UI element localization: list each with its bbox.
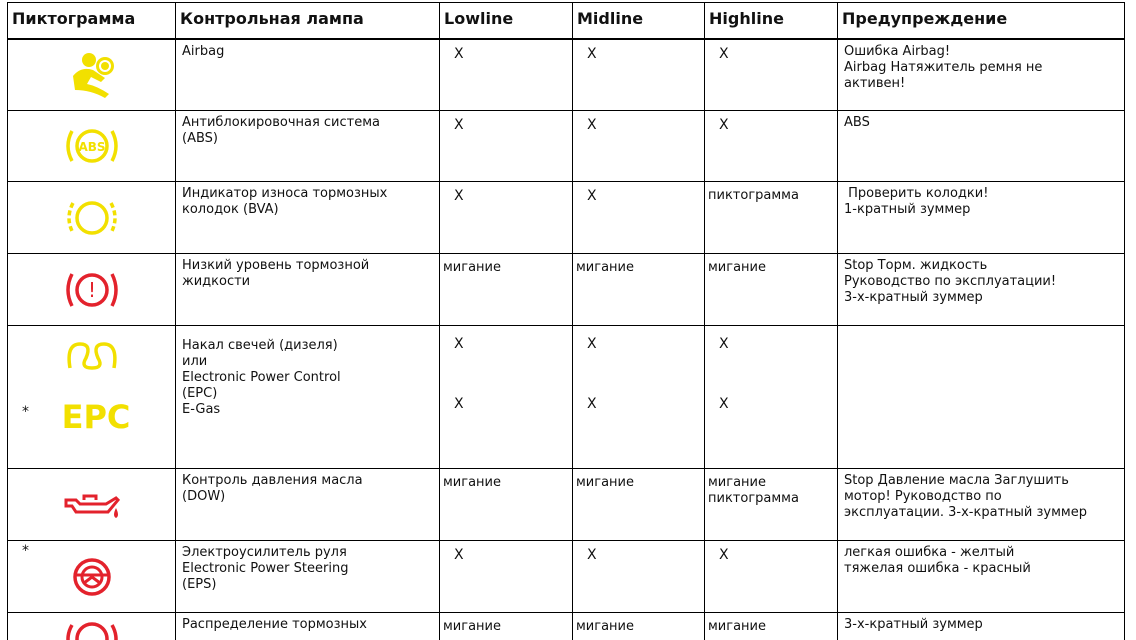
table-row <box>8 254 1125 326</box>
lamp-name: (EPS) <box>182 577 217 592</box>
pictogram-cell <box>8 326 176 469</box>
lamp-name: Контроль давления масла <box>182 473 363 488</box>
table-row <box>8 541 1125 613</box>
brake-fluid-icon-mark: ! <box>87 277 96 302</box>
midline-cell: мигание <box>573 254 705 326</box>
highline-cell: X <box>705 39 838 111</box>
warning-cell <box>838 111 1125 182</box>
midline-cell <box>573 326 705 469</box>
lamp-cell <box>176 254 440 326</box>
warning-cell <box>838 541 1125 613</box>
table-row <box>8 613 1125 640</box>
lamp-name: Накал свечей (дизеля) <box>182 338 338 353</box>
midline-value: X <box>587 336 597 352</box>
warning-cell <box>838 182 1125 254</box>
asterisk-mark: * <box>22 543 29 559</box>
warning-text: эксплуатации. 3-х-кратный зуммер <box>844 505 1087 520</box>
lamp-name: (EPC) <box>182 386 218 401</box>
midline-cell: X <box>573 111 705 182</box>
warning-text: тяжелая ошибка - красный <box>844 561 1031 576</box>
lamp-cell <box>176 326 440 469</box>
warning-text: 3-х-кратный зуммер <box>844 617 983 632</box>
highline-cell <box>705 326 838 469</box>
pictogram-cell <box>8 254 176 326</box>
highline-cell <box>705 469 838 541</box>
warning-text: активен! <box>844 75 906 91</box>
lowline-cell: X <box>440 111 573 182</box>
warning-text: Ошибка Airbag! <box>844 43 951 59</box>
lowline-cell: X <box>440 39 573 111</box>
warning-cell <box>838 326 1125 469</box>
pictogram-cell <box>8 613 176 640</box>
lamp-name: E-Gas <box>182 402 221 417</box>
lowline-cell: мигание <box>440 613 573 640</box>
lowline-value: X <box>454 336 464 352</box>
warning-text: ABS <box>844 115 870 130</box>
midline-cell: мигание <box>573 469 705 541</box>
pictogram-cell <box>8 541 176 613</box>
lamp-name: жидкости <box>182 274 251 289</box>
lowline-cell: X <box>440 182 573 254</box>
warning-text: Проверить колодки! <box>844 186 989 201</box>
warning-text: Stop Давление масла Заглушить <box>844 473 1069 488</box>
pictogram-cell <box>8 182 176 254</box>
table-header-row <box>8 3 1125 39</box>
highline-cell: X <box>705 541 838 613</box>
header-pictogram: Пиктограмма <box>8 3 176 39</box>
header-midline: Midline <box>573 3 705 39</box>
brake-distribution-icon <box>60 613 124 640</box>
lamp-cell <box>176 469 440 541</box>
table-row <box>8 111 1125 182</box>
lamp-name: колодок (BVA) <box>182 202 279 217</box>
lamp-name: Распределение тормозных <box>182 617 367 632</box>
table-row <box>8 326 1125 469</box>
abs-icon-label: ABS <box>77 140 106 154</box>
header-warning: Предупреждение <box>838 3 1125 39</box>
brake-pad-wear-icon <box>60 195 124 241</box>
midline-value: X <box>587 396 597 412</box>
warning-text: мотор! Руководство по <box>844 489 1002 504</box>
lowline-cell: мигание <box>440 254 573 326</box>
warning-text: Руководство по эксплуатации! <box>844 274 1057 289</box>
table-row <box>8 182 1125 254</box>
header-highline: Highline <box>705 3 838 39</box>
highline-value: X <box>719 396 729 412</box>
pictogram-cell <box>8 39 176 111</box>
pictogram-cell <box>8 111 176 182</box>
header-lowline: Lowline <box>440 3 573 39</box>
warning-text: Airbag Натяжитель ремня не <box>844 59 1043 75</box>
lowline-value: X <box>454 396 464 412</box>
lamp-cell <box>176 613 440 640</box>
table-row <box>8 39 1125 111</box>
warning-text: 3-х-кратный зуммер <box>844 290 983 305</box>
brake-fluid-warning-icon <box>60 266 124 314</box>
highline-cell: X <box>705 111 838 182</box>
midline-cell: X <box>573 182 705 254</box>
asterisk-mark: * <box>22 404 29 420</box>
oil-pressure-icon <box>62 488 122 522</box>
lamp-name: (ABS) <box>182 131 218 146</box>
lamp-cell <box>176 541 440 613</box>
glow-plug-icon <box>64 338 120 374</box>
highline-value: мигание <box>708 475 766 490</box>
power-steering-icon <box>70 555 114 599</box>
epc-icon <box>52 392 132 436</box>
midline-cell: X <box>573 541 705 613</box>
airbag-icon <box>67 50 117 100</box>
lamp-name: Electronic Power Control <box>182 370 341 385</box>
warning-cell <box>838 254 1125 326</box>
midline-cell: мигание <box>573 613 705 640</box>
lowline-cell <box>440 326 573 469</box>
warning-text: 1-кратный зуммер <box>844 202 971 217</box>
lamp-name: (DOW) <box>182 489 226 504</box>
lamp-cell <box>176 111 440 182</box>
midline-cell: X <box>573 39 705 111</box>
warning-text: легкая ошибка - желтый <box>844 545 1015 560</box>
highline-cell: мигание <box>705 254 838 326</box>
epc-icon-label: EPC <box>61 398 130 436</box>
lamp-name: или <box>182 354 208 369</box>
lamp-cell <box>176 182 440 254</box>
lamp-name: Индикатор износа тормозных <box>182 186 388 201</box>
warning-text: Stop Торм. жидкость <box>844 258 988 273</box>
highline-cell: пиктограмма <box>705 182 838 254</box>
header-control-lamp: Контрольная лампа <box>176 3 440 39</box>
lamp-name: Низкий уровень тормозной <box>182 258 370 273</box>
abs-icon <box>60 123 124 169</box>
warning-lamp-table <box>7 2 1125 640</box>
lamp-name: Электроусилитель руля <box>182 545 347 560</box>
lamp-name: Антиблокировочная система <box>182 115 381 130</box>
lamp-cell <box>176 39 440 111</box>
highline-value: X <box>719 336 729 352</box>
warning-cell <box>838 469 1125 541</box>
highline-value: пиктограмма <box>708 491 799 506</box>
warning-cell <box>838 613 1125 640</box>
lowline-cell: мигание <box>440 469 573 541</box>
pictogram-cell <box>8 469 176 541</box>
lamp-name: Electronic Power Steering <box>182 561 349 576</box>
lamp-name: Airbag <box>182 43 225 59</box>
lowline-cell: X <box>440 541 573 613</box>
table-row <box>8 469 1125 541</box>
highline-cell: мигание <box>705 613 838 640</box>
warning-cell <box>838 39 1125 111</box>
